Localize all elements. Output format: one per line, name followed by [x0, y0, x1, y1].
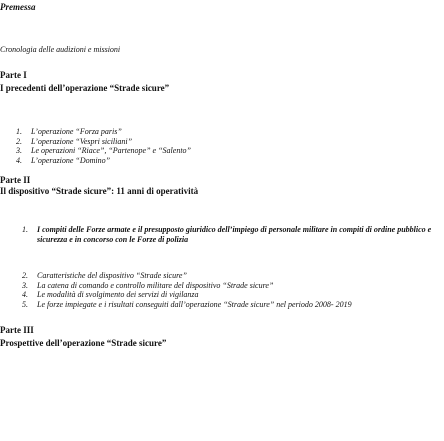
part2-title: Il dispositivo “Strade sicure”: 11 anni di operatività — [0, 186, 199, 196]
part1-title: I precedenti dell’operazione “Strade sicure” — [0, 83, 170, 93]
part3-label: Parte III — [0, 325, 34, 335]
list-item: 5. Le forze impiegate e i risultati conseguiti dall’operazione “Strade sicure” nel periodo 2008- 2019 — [22, 299, 352, 309]
premessa-heading: Premessa — [0, 2, 36, 12]
list-item: 4. Le modalità di svolgimento dei servizi di vigilanza — [22, 290, 199, 299]
list-item: 1. I compiti delle Forze armate e il presupposto giuridico dell’impiego di personale militare in compiti di ordine pubblico e sicurezza e in concorso con le Forze di polizia — [22, 225, 432, 244]
part2-list-first — [22, 225, 437, 244]
part2-list-rest — [22, 271, 437, 309]
list-item: 2. Caratteristiche del dispositivo “Strade sicure” — [22, 271, 187, 280]
part3-title: Prospettive dell’operazione “Strade sicure” — [0, 338, 167, 348]
part1-label: Parte I — [0, 70, 27, 80]
cronologia-line: Cronologia delle audizioni e missioni — [0, 45, 121, 54]
part1-list — [16, 127, 411, 165]
list-item: 4. L’operazione “Domino” — [16, 155, 111, 165]
list-item: 2. L’operazione “Vespri siciliani” — [16, 136, 133, 146]
list-item: 3. La catena di comando e controllo militare del dispositivo “Strade sicure” — [22, 280, 274, 290]
list-item: 1. L’operazione “Forza paris” — [16, 127, 122, 136]
list-item: 3. Le operazioni “Riace”, “Partenope” e “Salento” — [16, 146, 191, 155]
part2-label: Parte II — [0, 175, 31, 185]
